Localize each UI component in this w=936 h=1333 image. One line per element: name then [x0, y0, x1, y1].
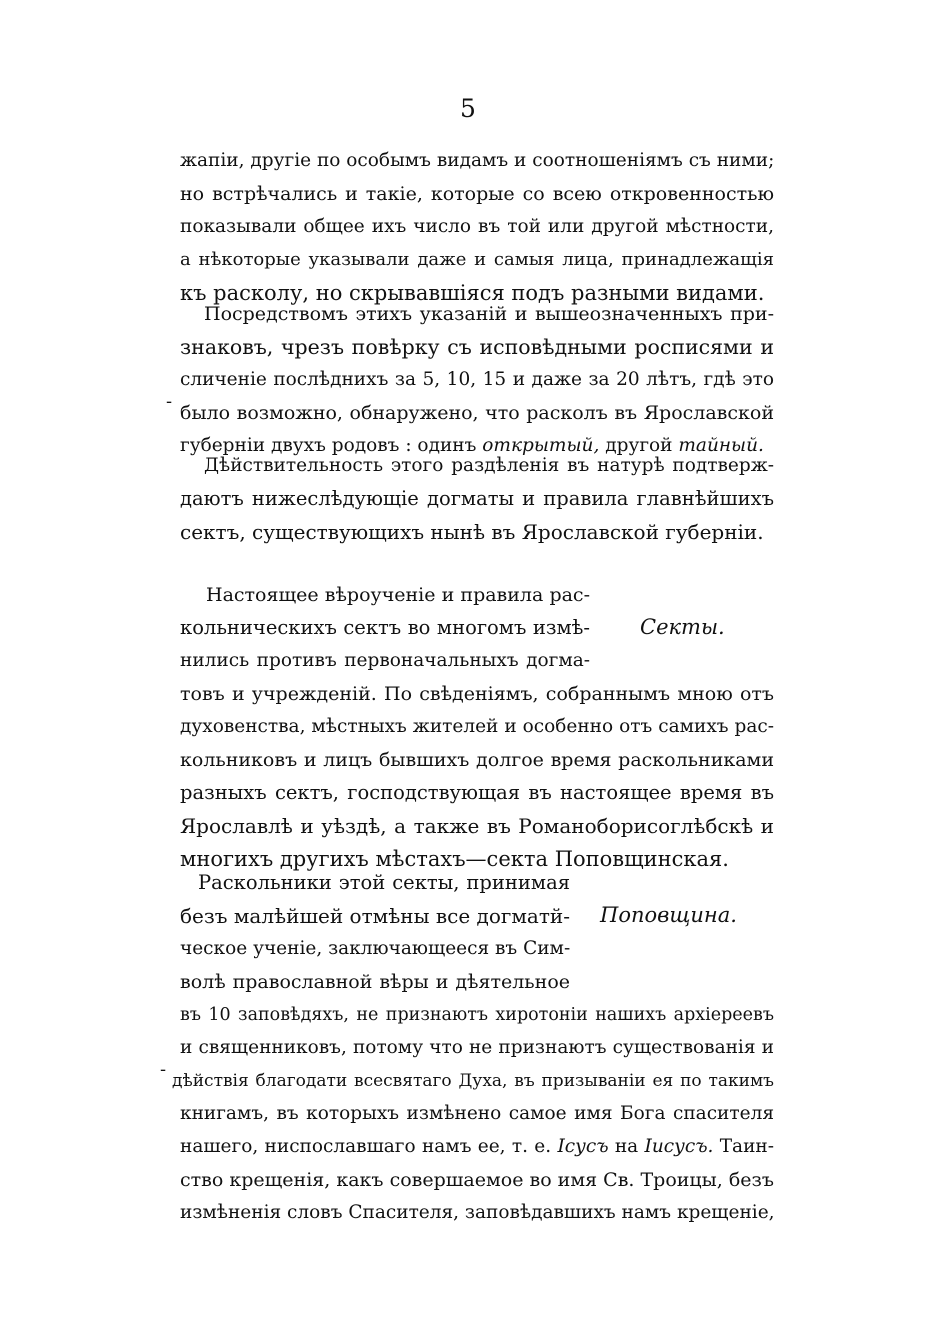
text-line: Дѣйствительность этого раздѣленія въ натурѣ подтверж- [204, 455, 774, 476]
text-line: многихъ другихъ мѣстахъ—секта Поповщинская. [180, 847, 729, 871]
text-line: жапіи, другіе по особымъ видамъ и соотношеніямъ съ ними; [180, 150, 775, 171]
text-line: а нѣкоторые указывали даже и самыя лица, принадлежащія [180, 249, 774, 270]
text-line: Настоящее вѣроученіе и правила рас- [206, 584, 590, 606]
text-line: кольническихъ сектъ во многомъ измѣ- [180, 616, 590, 639]
text-segment: губерніи двухъ родовъ : одинъ [180, 435, 483, 456]
text-line: даютъ нижеслѣдующіе догматы и правила главнѣйшихъ [180, 487, 774, 510]
side-note-popovshchina: Поповщина. [600, 903, 737, 927]
text-line: Посредствомъ этихъ указаній и вышеозначенныхъ при- [204, 303, 774, 325]
italic-word: Іисусъ. [644, 1136, 714, 1157]
side-note-sects: Секты. [640, 615, 725, 639]
text-segment: другой [599, 435, 679, 456]
text-line: но встрѣчались и такіе, которые со всею откровенностью [180, 183, 774, 205]
text-line: и священниковъ, потому что не признаютъ существованія и [180, 1037, 774, 1058]
text-segment: Таин- [713, 1136, 774, 1157]
text-line: измѣненія словъ Спасителя, заповѣдавшихъ намъ крещеніе, [180, 1202, 775, 1223]
text-line: показывали общее ихъ число въ той или другой мѣстности, [180, 216, 774, 237]
text-line: ство крещенія, какъ совершаемое во имя Св. Троицы, безъ [180, 1169, 774, 1191]
text-line: безъ малѣйшей отмѣны все догматй- [180, 904, 571, 928]
text-line: кольниковъ и лицъ бывшихъ долгое время раскольниками [180, 749, 774, 771]
text-line: Раскольники этой секты, принимая [198, 871, 570, 894]
text-segment: на [608, 1136, 645, 1157]
text-line: разныхъ сектъ, господствующая въ настоящее время въ [180, 781, 774, 804]
italic-word: тайный. [678, 435, 764, 456]
text-line: ческое ученіе, заключающееся въ Сим- [180, 938, 571, 959]
text-line: къ расколу, но скрывавшіяся подъ разными видами. [180, 281, 765, 305]
text-line: Ярославлѣ и уѣздѣ, а также въ Романоборисоглѣбскѣ и [180, 814, 774, 838]
text-line: волѣ православной вѣры и дѣятельное [180, 971, 570, 993]
italic-word: открытый, [482, 435, 600, 456]
text-segment: нашего, ниспославшаго намъ ее, т. е. [180, 1136, 558, 1157]
italic-word: Ісусъ [557, 1136, 609, 1157]
margin-mark: - [160, 1059, 167, 1080]
text-line: духовенства, мѣстныхъ жителей и особенно отъ самихъ рас- [180, 716, 774, 737]
text-line: сличеніе послѣднихъ за 5, 10, 15 и даже за 20 лѣтъ, гдѣ это [180, 369, 774, 390]
text-line [180, 1134, 774, 1160]
text-line: книгамъ, въ которыхъ измѣнено самое имя Бога спасителя [180, 1103, 774, 1124]
text-line: было возможно, обнаружено, что расколъ въ Ярославской [180, 402, 774, 424]
text-line: знаковъ, чрезъ повѣрку съ исповѣдными росписями и [180, 335, 774, 359]
margin-mark: - [166, 391, 173, 412]
text-line: дѣйствія благодати всесвятаго Духа, въ призываніи ея по такимъ [172, 1071, 774, 1091]
text-line: сектъ, существующихъ нынѣ въ Ярославской губерніи. [180, 520, 764, 544]
text-line: въ 10 заповѣдяхъ, не признаютъ хиротоніи нашихъ архіереевъ [180, 1005, 774, 1025]
page-number: 5 [460, 94, 476, 123]
text-line: нились противъ первоначальныхъ догма- [180, 650, 590, 671]
text-line: товъ и учрежденій. По свѣденіямъ, собраннымъ мною отъ [180, 683, 774, 705]
